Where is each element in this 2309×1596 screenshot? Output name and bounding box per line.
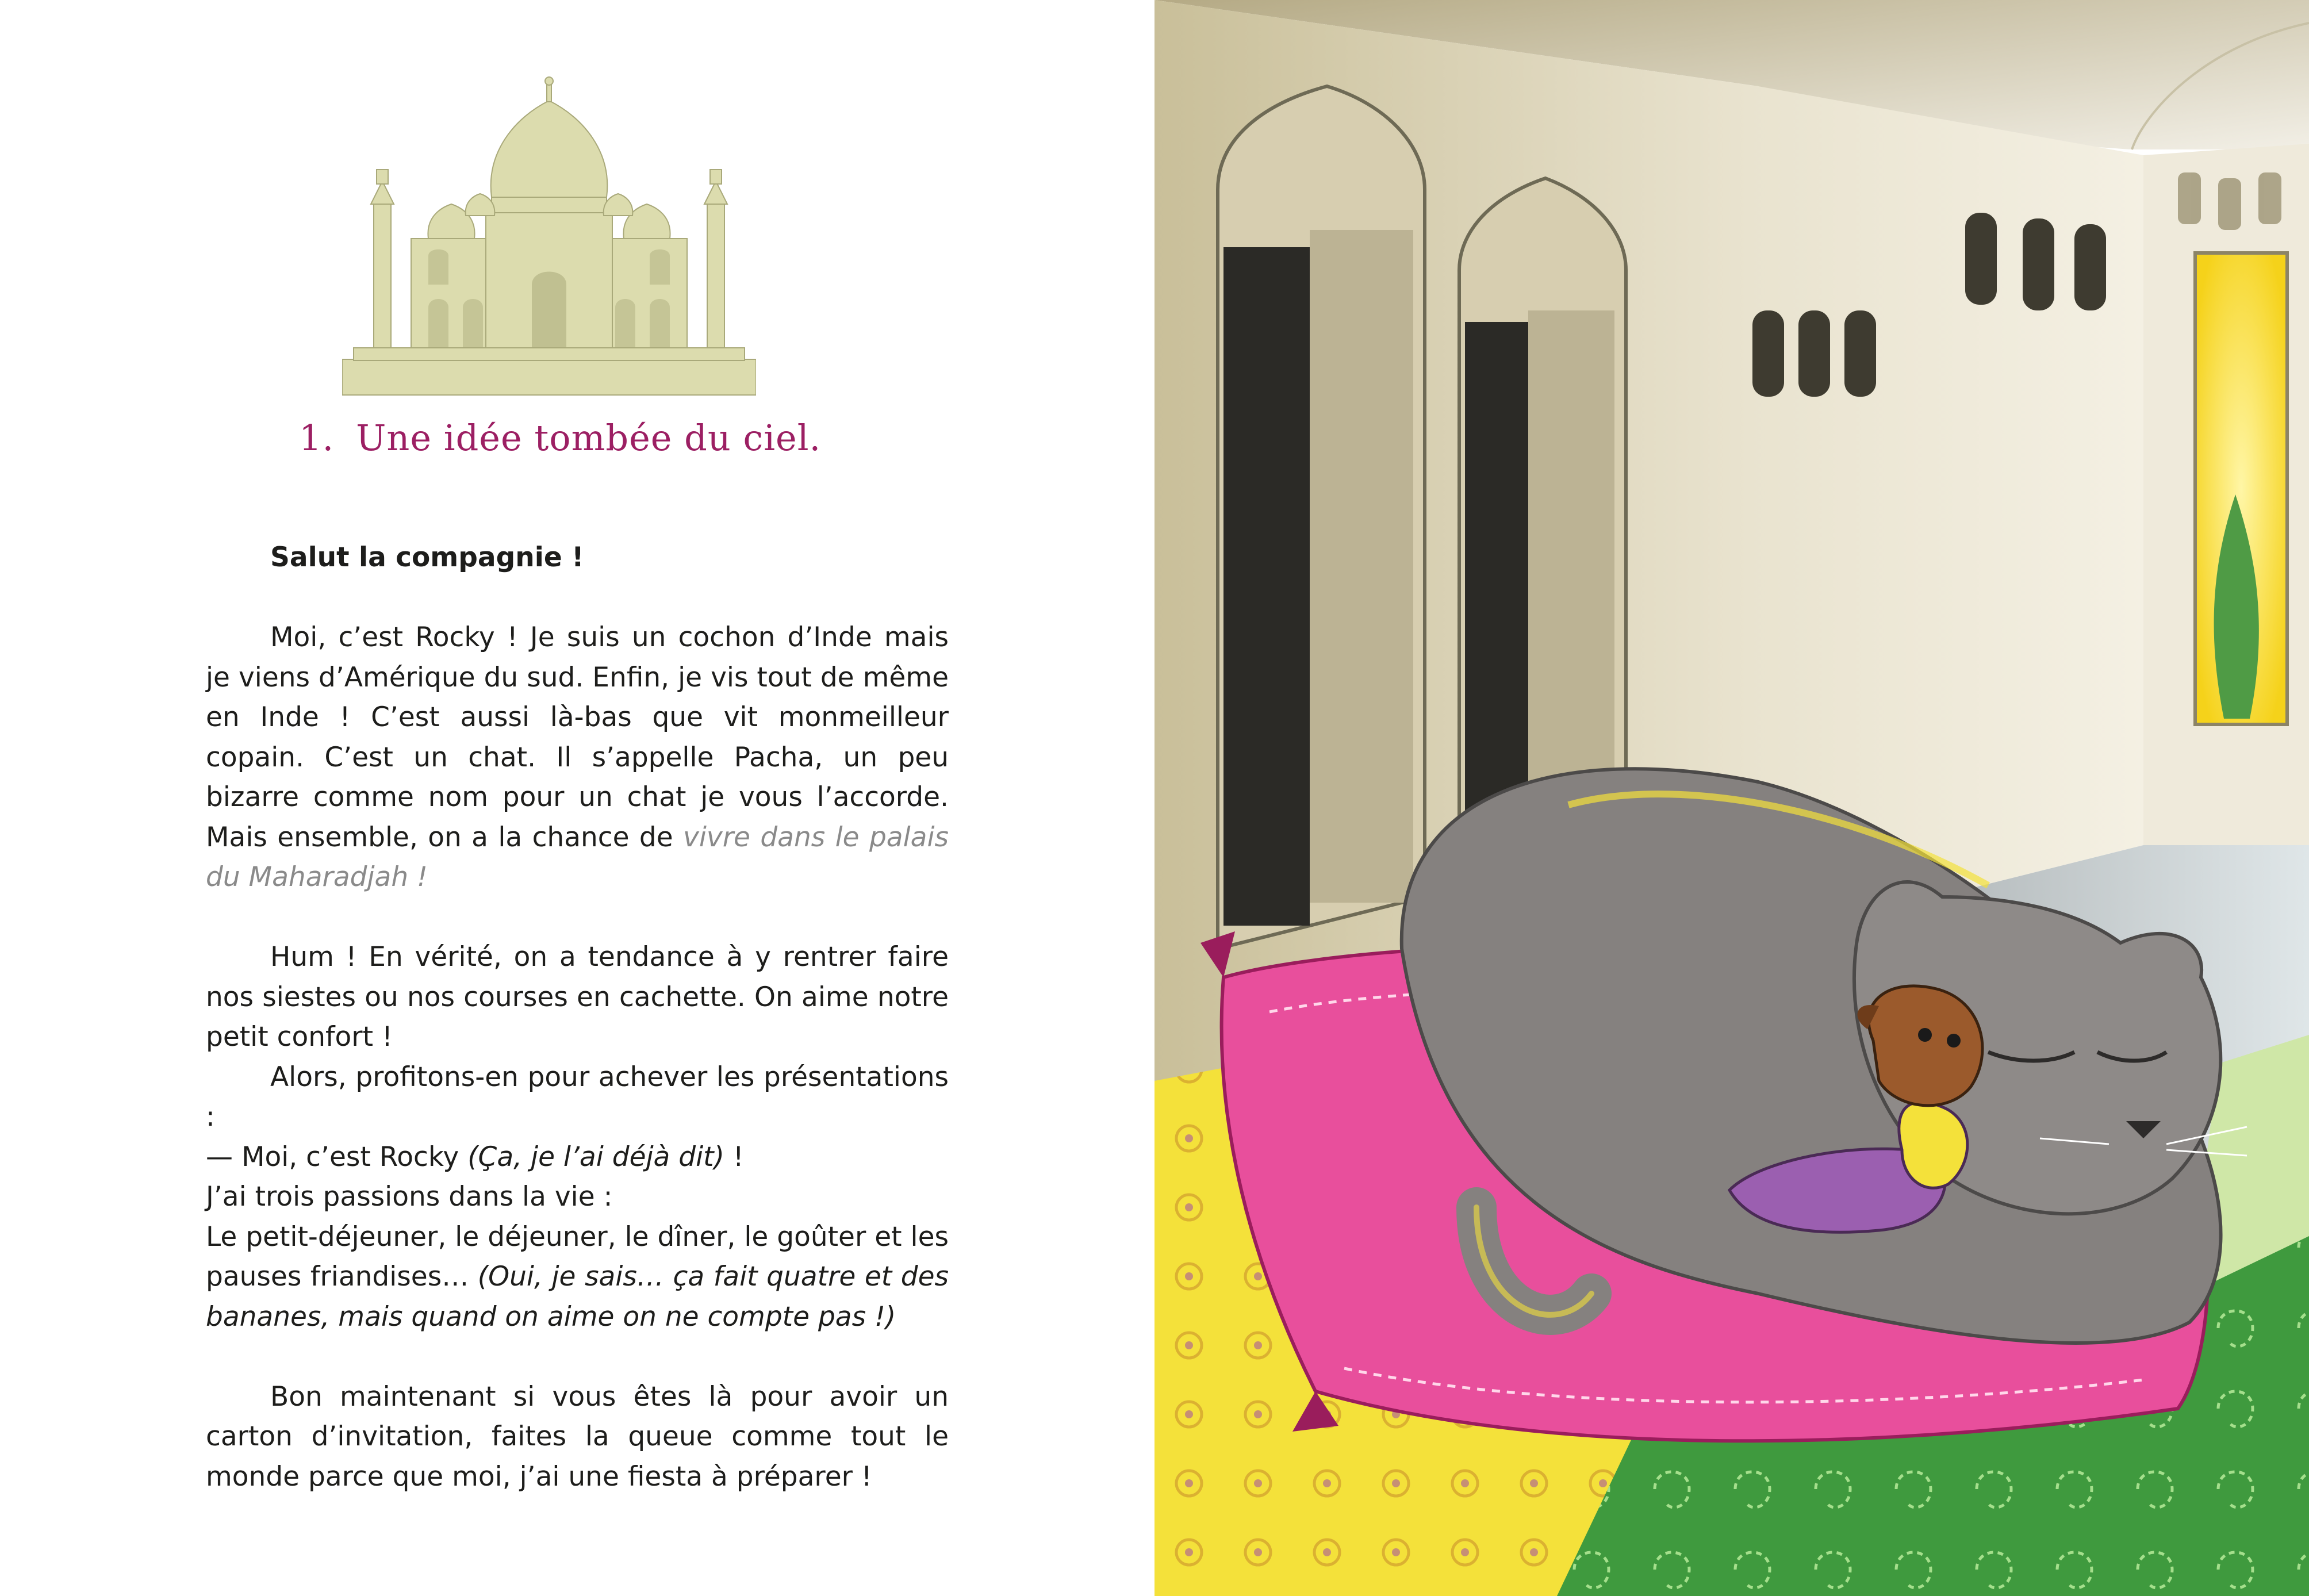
paragraph-passions: J’ai trois passions dans la vie :	[206, 1181, 613, 1213]
greeting: Salut la compagnie !	[270, 542, 584, 573]
chapter-title-text: Une idée tombée du ciel.	[356, 417, 822, 459]
story-text	[206, 538, 949, 1497]
paragraph-rocky-aside: (Ça, je l’ai déjà dit)	[467, 1141, 724, 1173]
paragraph-fiesta: Bon maintenant si vous êtes là pour avoir un carton d’invitation, faites la queue comme tout le monde parce que moi, j’ai une fiesta à préparer !	[206, 1380, 949, 1493]
paragraph-rocky	[206, 1137, 949, 1177]
right-page	[1154, 0, 2309, 1596]
paragraph-intro	[206, 617, 949, 897]
paragraph-rocky-end: !	[724, 1141, 744, 1173]
taj-mahal-icon	[342, 66, 756, 400]
palace-illustration	[1154, 0, 2309, 1596]
paragraph-meals-text: Le petit-déjeuner, le déjeuner, le dîner, le goûter et les pauses friandises…	[206, 1221, 949, 1292]
chapter-number: 1.	[299, 417, 335, 459]
chapter-title	[299, 417, 822, 459]
paragraph-meals	[206, 1217, 949, 1337]
arch-left	[1218, 86, 1425, 949]
paragraph-meals-aside: (Oui, je sais… ça fait quatre et des bananes, mais quand on aime on ne compte pas !)	[206, 1261, 949, 1333]
paragraph-hum: Hum ! En vérité, on a tendance à y rentrer faire nos siestes ou nos courses en cachette. On aime notre petit confort !	[206, 941, 949, 1053]
palace-highlight: vivre dans le palais du Maharadjah !	[206, 821, 949, 893]
paragraph-rocky-text: — Moi, c’est Rocky	[206, 1141, 468, 1173]
paragraph-presentations: Alors, profitons-en pour achever les présentations :	[206, 1061, 949, 1133]
paragraph-intro-text: Moi, c’est Rocky ! Je suis un cochon d’Inde mais je viens d’Amérique du sud. Enfin, je vis tout de même en Inde ! C’est aussi là-bas que vit monmeilleur copain. C’est un chat. Il s’appelle Pacha, un peu bizarre comme nom pour un chat je vous l’accorde. Mais ensemble, on a la chance de	[206, 621, 949, 853]
left-page	[0, 0, 1154, 1596]
